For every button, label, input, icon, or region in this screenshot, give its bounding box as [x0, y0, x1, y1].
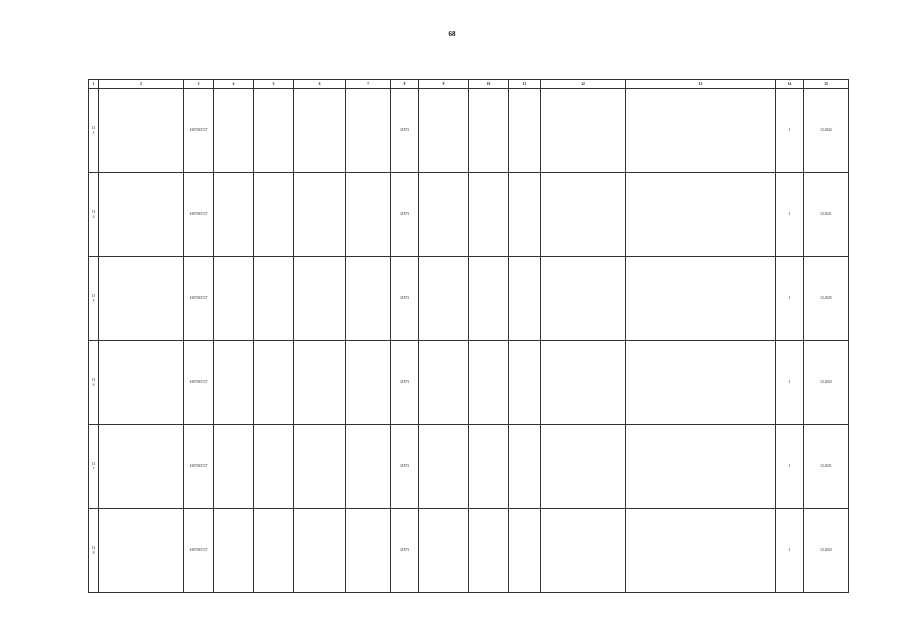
column-header: 6 — [294, 80, 346, 89]
locality-cell — [346, 509, 391, 593]
column-header: 4 — [214, 80, 254, 89]
inn-cell: 4307015727 — [184, 509, 214, 593]
unit-cell — [254, 173, 294, 257]
organization-cell — [99, 341, 184, 425]
organization-cell — [99, 257, 184, 341]
equipment-cell — [541, 425, 626, 509]
quantity-cell: 1 — [776, 425, 804, 509]
locality-code-cell: 31873 — [391, 425, 419, 509]
room-cell — [469, 257, 509, 341]
column-header: 8 — [391, 80, 419, 89]
address-cell — [294, 257, 346, 341]
locality-code-cell: 31873 — [391, 341, 419, 425]
header-row — [89, 80, 849, 89]
date-cell: 12.2021 — [804, 425, 849, 509]
room-cell — [469, 89, 509, 173]
unit-cell — [254, 89, 294, 173]
inn-cell: 4307015727 — [184, 257, 214, 341]
inn-cell: 4307015727 — [184, 89, 214, 173]
date-cell: 12.2025 — [804, 257, 849, 341]
organization-cell — [99, 509, 184, 593]
table-row — [89, 425, 849, 509]
page-number: 68 — [448, 30, 456, 38]
column-header: 11 — [509, 80, 541, 89]
locality-code-cell: 31873 — [391, 509, 419, 593]
legal-basis-cell — [626, 173, 776, 257]
row-number: 138 — [89, 509, 99, 593]
register-table — [88, 79, 849, 593]
point-name-cell — [419, 173, 469, 257]
row-number: 134 — [89, 173, 99, 257]
legal-basis-cell — [626, 257, 776, 341]
table-body — [89, 89, 849, 593]
table-row — [89, 257, 849, 341]
locality-code-cell: 31873 — [391, 257, 419, 341]
row-number: 135 — [89, 257, 99, 341]
service-condition-cell — [509, 173, 541, 257]
inn-cell: 4307015727 — [184, 341, 214, 425]
care-type-cell — [214, 173, 254, 257]
quantity-cell: 1 — [776, 341, 804, 425]
column-header: 10 — [469, 80, 509, 89]
care-type-cell — [214, 509, 254, 593]
quantity-cell: 1 — [776, 509, 804, 593]
care-type-cell — [214, 341, 254, 425]
legal-basis-cell — [626, 341, 776, 425]
date-cell: 12.2022 — [804, 89, 849, 173]
quantity-cell: 1 — [776, 257, 804, 341]
table-row — [89, 89, 849, 173]
column-header: 14 — [776, 80, 804, 89]
point-name-cell — [419, 425, 469, 509]
equipment-cell — [541, 341, 626, 425]
locality-cell — [346, 257, 391, 341]
table-row — [89, 173, 849, 257]
date-cell: 12.2023 — [804, 509, 849, 593]
care-type-cell — [214, 425, 254, 509]
column-header: 5 — [254, 80, 294, 89]
column-header: 12 — [541, 80, 626, 89]
row-number: 133 — [89, 89, 99, 173]
locality-code-cell: 31873 — [391, 173, 419, 257]
point-name-cell — [419, 89, 469, 173]
unit-cell — [254, 257, 294, 341]
unit-cell — [254, 509, 294, 593]
row-number: 136 — [89, 341, 99, 425]
point-name-cell — [419, 509, 469, 593]
room-cell — [469, 425, 509, 509]
service-condition-cell — [509, 425, 541, 509]
table-row — [89, 509, 849, 593]
unit-cell — [254, 425, 294, 509]
service-condition-cell — [509, 89, 541, 173]
quantity-cell: 1 — [776, 173, 804, 257]
legal-basis-cell — [626, 425, 776, 509]
service-condition-cell — [509, 509, 541, 593]
equipment-cell — [541, 509, 626, 593]
column-header: 1 — [89, 80, 99, 89]
address-cell — [294, 173, 346, 257]
unit-cell — [254, 341, 294, 425]
address-cell — [294, 509, 346, 593]
column-header: 13 — [626, 80, 776, 89]
column-header: 15 — [804, 80, 849, 89]
column-header: 2 — [99, 80, 184, 89]
point-name-cell — [419, 341, 469, 425]
room-cell — [469, 341, 509, 425]
locality-cell — [346, 89, 391, 173]
address-cell — [294, 341, 346, 425]
room-cell — [469, 173, 509, 257]
column-header: 7 — [346, 80, 391, 89]
organization-cell — [99, 89, 184, 173]
legal-basis-cell — [626, 509, 776, 593]
point-name-cell — [419, 257, 469, 341]
table-header — [89, 80, 849, 89]
table-row — [89, 341, 849, 425]
locality-cell — [346, 173, 391, 257]
address-cell — [294, 89, 346, 173]
inn-cell: 4307015727 — [184, 425, 214, 509]
equipment-cell — [541, 89, 626, 173]
organization-cell — [99, 425, 184, 509]
room-cell — [469, 509, 509, 593]
column-header: 3 — [184, 80, 214, 89]
service-condition-cell — [509, 257, 541, 341]
legal-basis-cell — [626, 89, 776, 173]
quantity-cell: 1 — [776, 89, 804, 173]
care-type-cell — [214, 89, 254, 173]
equipment-cell — [541, 257, 626, 341]
locality-code-cell: 31873 — [391, 89, 419, 173]
row-number: 137 — [89, 425, 99, 509]
locality-cell — [346, 341, 391, 425]
locality-cell — [346, 425, 391, 509]
care-type-cell — [214, 257, 254, 341]
inn-cell: 4307015727 — [184, 173, 214, 257]
date-cell: 12.2023 — [804, 341, 849, 425]
equipment-cell — [541, 173, 626, 257]
column-header: 9 — [419, 80, 469, 89]
organization-cell — [99, 173, 184, 257]
service-condition-cell — [509, 341, 541, 425]
date-cell: 12.2021 — [804, 173, 849, 257]
address-cell — [294, 425, 346, 509]
